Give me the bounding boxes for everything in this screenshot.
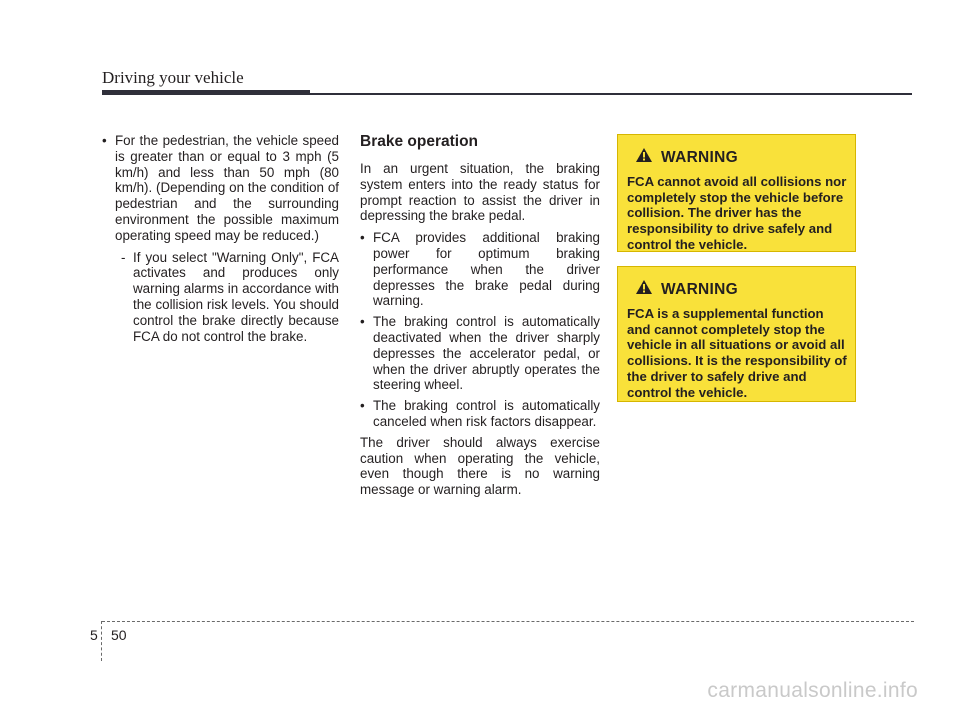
list-item-text: The braking control is automatically deactivated when the driver sharply depresses the accelerator pedal, or when the driver abruptly operates the steering wheel.: [373, 314, 600, 393]
middle-column: [360, 133, 600, 504]
section-heading: Brake operation: [360, 133, 479, 150]
intro-paragraph: In an urgent situation, the braking system enters into the ready status for prompt reaction to assist the driver in depressing the brake pedal.: [360, 161, 600, 224]
page-number: 50: [111, 627, 127, 643]
watermark: carmanualsonline.info: [707, 679, 918, 702]
sub-list-item: [115, 250, 339, 345]
warning-title: WARNING: [661, 280, 739, 298]
pedestrian-speed-text: For the pedestrian, the vehicle speed is greater than or equal to 3 mph (5 km/h) and less than 50 mph (80 km/h). (Depending on the condition of pedestrian and the surrounding environment the possible maximum operating speed may be reduced.): [115, 133, 339, 243]
bullet-marker: •: [360, 398, 365, 414]
bullet-marker: •: [360, 230, 365, 246]
footer-divider: [101, 621, 102, 661]
warning-header: [635, 279, 847, 300]
warning-box: [617, 266, 856, 402]
bullet-marker: •: [360, 314, 365, 330]
footer-rule: [102, 621, 914, 622]
list-item: [360, 314, 600, 393]
warning-box: [617, 134, 856, 252]
warning-text: FCA is a supplemental function and cannot completely stop the vehicle in all situations or avoid all collisions. It is the responsibility of the driver to safely drive and control the vehicle.: [627, 306, 847, 400]
list-item: [360, 230, 600, 309]
warning-title: WARNING: [661, 148, 739, 166]
closing-paragraph: The driver should always exercise caution when operating the vehicle, even though there is no warning message or warning alarm.: [360, 434, 600, 498]
warning-triangle-icon: [635, 147, 653, 168]
list-item: [102, 133, 339, 344]
list-item-text: FCA provides additional braking power for optimum braking performance when the driver depresses the brake pedal during warning.: [373, 230, 600, 309]
warning-header: [635, 147, 847, 168]
chapter-number: 5: [90, 627, 98, 643]
page-header-title: Driving your vehicle: [102, 68, 244, 87]
header-rule-thin: [310, 93, 912, 95]
warning-text: FCA cannot avoid all collisions nor completely stop the vehicle before collision. The driver has the responsibility to drive safely and control the vehicle.: [627, 174, 847, 252]
bullet-marker: •: [102, 133, 107, 148]
dash-marker: -: [121, 249, 126, 265]
list-item-text: The braking control is automatically canceled when risk factors disappear.: [373, 398, 600, 429]
left-column: [102, 133, 339, 349]
header-rule-thick: [102, 90, 310, 95]
warning-only-text: If you select "Warning Only", FCA activates and produces only warning alarms in accordance with the collision risk levels. You should control the brake directly because FCA do not control the brake.: [133, 249, 339, 344]
list-item: [360, 398, 600, 430]
warning-triangle-icon: [635, 279, 653, 300]
